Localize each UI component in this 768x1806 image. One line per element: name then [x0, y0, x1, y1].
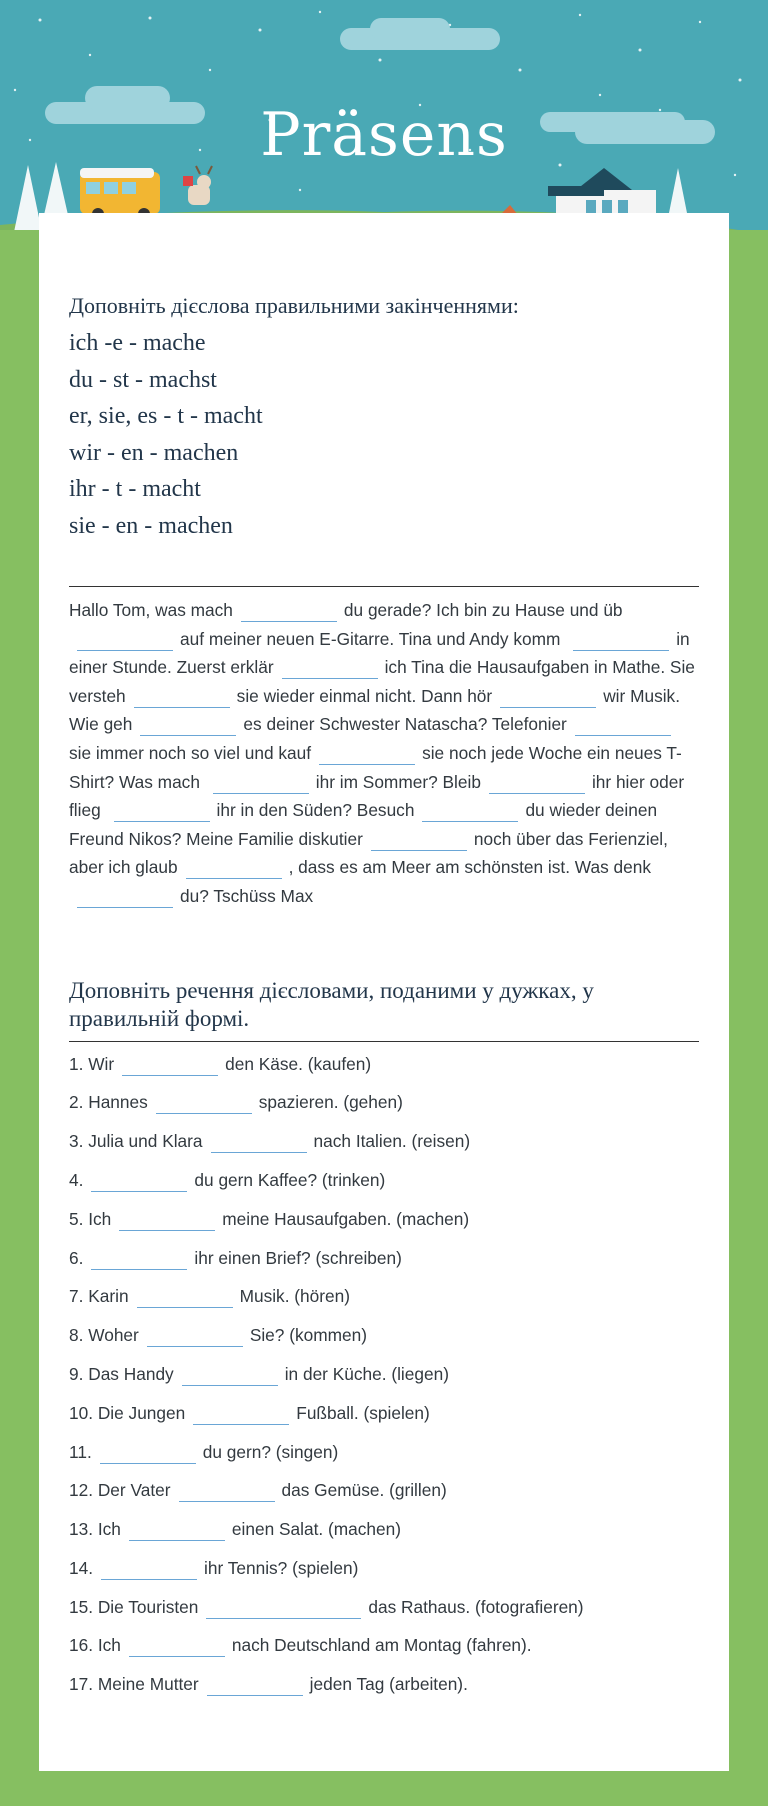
section1-instruction: Доповніть дієслова правильними закінченнями:: [69, 293, 519, 318]
answer-blank-input[interactable]: [137, 1287, 233, 1308]
exercise-hint: du gern Kaffee? (trinken): [194, 1169, 386, 1190]
letter-text: es deiner Schwester Natascha? Telefonier: [243, 714, 567, 735]
conjugation-row: wir - en - machen: [69, 439, 239, 466]
exercise-hint: ihr einen Brief? (schreiben): [194, 1247, 402, 1268]
letter-text: , dass es am Meer am schönsten ist. Was denk: [288, 857, 651, 878]
answer-blank-input[interactable]: [129, 1520, 225, 1541]
exercise-item: [69, 1549, 699, 1588]
exercise-prompt: 9. Das Handy: [69, 1363, 174, 1384]
exercise-item: [69, 1355, 699, 1394]
section2-instruction: Доповніть речення дієсловами, поданими у дужках, у правильній формі.: [69, 977, 594, 1031]
answer-blank-input[interactable]: [156, 1093, 252, 1114]
letter-text: ihr hier oder flieg: [69, 771, 685, 821]
exercise-item: [69, 1161, 699, 1200]
exercise-prompt: 17. Meine Mutter: [69, 1674, 199, 1695]
conjugation-row: er, sie, es - t - macht: [69, 403, 263, 429]
reindeer-icon: [183, 166, 212, 205]
letter-text: sie noch jede Woche ein neues T-Shirt? Was mach: [69, 742, 682, 792]
section-divider: [69, 586, 699, 587]
letter-text: sie wieder einmal nicht. Dann hör: [236, 685, 493, 706]
answer-blank-input[interactable]: [122, 1055, 218, 1076]
exercise-hint: nach Deutschland am Montag (fahren).: [231, 1635, 532, 1656]
answer-blank-input[interactable]: [241, 601, 337, 622]
answer-blank-input[interactable]: [319, 744, 415, 765]
answer-blank-input[interactable]: [77, 887, 173, 908]
answer-blank-input[interactable]: [211, 1132, 307, 1153]
exercise-item: [69, 1588, 699, 1627]
exercise-item: [69, 1122, 699, 1161]
answer-blank-input[interactable]: [129, 1636, 225, 1657]
exercise-hint: du gern? (singen): [202, 1441, 339, 1462]
exercise-item: [69, 1471, 699, 1510]
letter-text: ihr im Sommer? Bleib: [315, 771, 481, 792]
answer-blank-input[interactable]: [186, 858, 282, 879]
exercise-prompt: 3. Julia und Klara: [69, 1131, 203, 1152]
answer-blank-input[interactable]: [100, 1443, 196, 1464]
answer-blank-input[interactable]: [134, 687, 230, 708]
exercise-prompt: 12. Der Vater: [69, 1480, 171, 1501]
exercise-prompt: 2. Hannes: [69, 1092, 148, 1113]
letter-text: wir Musik. Wie geh: [69, 685, 680, 735]
exercise-hint: spazieren. (gehen): [258, 1092, 403, 1113]
answer-blank-input[interactable]: [575, 715, 671, 736]
letter-text: noch über das Ferienziel, aber ich glaub: [69, 828, 668, 878]
answer-blank-input[interactable]: [91, 1249, 187, 1270]
exercise-item: [69, 1316, 699, 1355]
sentence-exercise-list: [69, 1045, 699, 1705]
answer-blank-input[interactable]: [91, 1171, 187, 1192]
conjugation-row: ich -e - mache: [69, 330, 206, 356]
answer-blank-input[interactable]: [489, 773, 585, 794]
exercise-item: [69, 1510, 699, 1549]
tree-right-icon: [668, 168, 688, 218]
worksheet-content: [69, 293, 699, 1704]
letter-text: ihr in den Süden? Besuch: [216, 800, 415, 821]
answer-blank-input[interactable]: [422, 801, 518, 822]
section-divider: [69, 1041, 699, 1042]
worksheet-card: [39, 213, 729, 1771]
exercise-item: [69, 1045, 699, 1084]
answer-blank-input[interactable]: [101, 1559, 197, 1580]
exercise-prompt: 4.: [69, 1169, 84, 1190]
exercise-prompt: 5. Ich: [69, 1208, 112, 1229]
exercise-item: [69, 1200, 699, 1239]
letter-text: du? Tschüss Max: [180, 885, 314, 906]
exercise-hint: das Gemüse. (grillen): [281, 1480, 447, 1501]
answer-blank-input[interactable]: [573, 630, 669, 651]
conjugation-row: ihr - t - macht: [69, 476, 201, 502]
letter-text: Hallo Tom, was mach: [69, 600, 233, 620]
answer-blank-input[interactable]: [119, 1210, 215, 1231]
exercise-prompt: 11.: [69, 1441, 92, 1462]
house-icon: [548, 168, 656, 216]
letter-exercise: [69, 596, 699, 911]
exercise-hint: einen Salat. (machen): [231, 1519, 401, 1540]
answer-blank-input[interactable]: [206, 1598, 361, 1619]
answer-blank-input[interactable]: [147, 1326, 243, 1347]
conjugation-row: du - st - machst: [69, 366, 217, 393]
exercise-item: [69, 1433, 699, 1472]
exercise-hint: ihr Tennis? (spielen): [204, 1557, 359, 1578]
exercise-prompt: 15. Die Touristen: [69, 1596, 199, 1617]
letter-text: in einer Stunde. Zuerst erklär: [69, 628, 690, 678]
answer-blank-input[interactable]: [77, 630, 173, 651]
answer-blank-input[interactable]: [500, 687, 596, 708]
exercise-prompt: 13. Ich: [69, 1519, 121, 1540]
winter-header-banner: [0, 0, 768, 245]
answer-blank-input[interactable]: [213, 773, 309, 794]
exercise-hint: das Rathaus. (fotografieren): [368, 1596, 584, 1617]
exercise-prompt: 7. Karin: [69, 1286, 129, 1307]
exercise-hint: meine Hausaufgaben. (machen): [222, 1208, 470, 1229]
exercise-hint: jeden Tag (arbeiten).: [309, 1674, 468, 1695]
answer-blank-input[interactable]: [182, 1365, 278, 1386]
letter-text: du wieder deinen Freund Nikos? Meine Familie diskutier: [69, 800, 658, 849]
exercise-hint: den Käse. (kaufen): [225, 1053, 372, 1074]
page-title: Präsens: [260, 100, 508, 170]
answer-blank-input[interactable]: [114, 801, 210, 822]
exercise-prompt: 14.: [69, 1557, 94, 1578]
exercise-item: [69, 1277, 699, 1316]
exercise-prompt: 1. Wir: [69, 1053, 115, 1074]
letter-text: du gerade? Ich bin zu Hause und üb: [343, 600, 623, 620]
exercise-item: [69, 1665, 699, 1704]
exercise-prompt: 10. Die Jungen: [69, 1402, 186, 1423]
answer-blank-input[interactable]: [179, 1481, 275, 1502]
exercise-hint: Sie? (kommen): [249, 1325, 367, 1346]
exercise-hint: in der Küche. (liegen): [284, 1363, 449, 1384]
letter-text: sie immer noch so viel und kauf: [69, 742, 312, 763]
exercise-hint: Fußball. (spielen): [296, 1402, 430, 1423]
answer-blank-input[interactable]: [207, 1675, 303, 1696]
answer-blank-input[interactable]: [140, 715, 236, 736]
answer-blank-input[interactable]: [371, 830, 467, 851]
conjugation-table: [69, 325, 699, 544]
letter-text: auf meiner neuen E-Gitarre. Tina und Andy komm: [180, 628, 561, 649]
exercise-item: [69, 1239, 699, 1278]
exercise-hint: nach Italien. (reisen): [313, 1131, 471, 1152]
answer-blank-input[interactable]: [193, 1404, 289, 1425]
letter-text: ich Tina die Hausaufgaben in Mathe. Sie versteh: [69, 657, 695, 706]
answer-blank-input[interactable]: [282, 658, 378, 679]
conjugation-row: sie - en - machen: [69, 512, 233, 539]
exercise-item: [69, 1626, 699, 1665]
exercise-hint: Musik. (hören): [239, 1286, 351, 1307]
exercise-prompt: 8. Woher: [69, 1325, 139, 1346]
exercise-item: [69, 1083, 699, 1122]
exercise-prompt: 6.: [69, 1247, 84, 1268]
exercise-prompt: 16. Ich: [69, 1635, 121, 1656]
exercise-item: [69, 1394, 699, 1433]
